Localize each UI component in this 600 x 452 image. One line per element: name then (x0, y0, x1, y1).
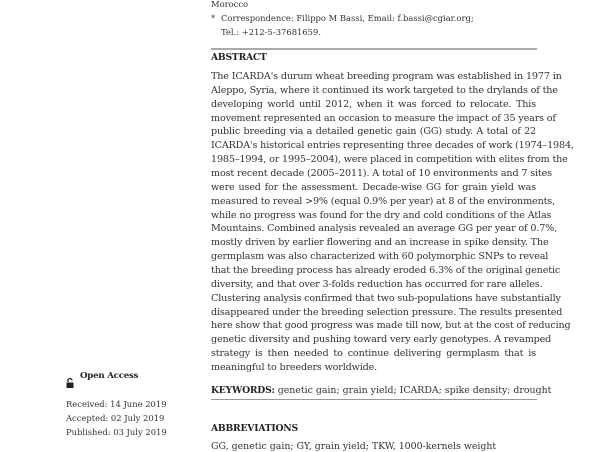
abstract-line: measured to reveal >9% (equal 0.9% per year) at 8 of the environments, (211, 195, 555, 207)
abstract-line: germplasm was also characterized with 60 polymorphic SNPs to reveal (211, 251, 549, 263)
open-access-label: Open Access (80, 371, 139, 381)
abstract-line: meaningful to breeders worldwide. (211, 362, 378, 374)
divider (211, 48, 537, 50)
correspondence-tel: Tel.: +212-5-37681659. (221, 27, 321, 37)
abstract-line: Clustering analysis confirmed that two sub-populations have substantially (211, 292, 561, 304)
abstract-line: that the breeding process has already eroded 6.3% of the original genetic (211, 265, 561, 277)
abstract-line: Mountains. Combined analysis revealed an average GG per year of 0.7%, (211, 223, 558, 235)
abstract-line: strategy is then needed to continue delivering germplasm that is (211, 348, 536, 360)
open-lock-icon (66, 373, 74, 383)
abstract-line: while no progress was found for the dry and cold conditions of the Atlas (211, 209, 552, 221)
abstract-line: ICARDA's historical entries representing three decades of work (1974–1984, (211, 140, 574, 152)
abstract-line: diversity, and that over 3-folds reduction has occurred for rare alleles. (211, 278, 543, 290)
abstract-line: most recent decade (2005–2011). A total of 10 environments and 7 sites (211, 168, 552, 180)
abstract-line: public breeding via a detailed genetic gain (GG) study. A total of 22 (211, 126, 536, 138)
abstract-line: developing world until 2012, when it was forced to relocate. This (211, 98, 536, 110)
abbreviations-text: GG, genetic gain; GY, grain yield; TKW, 1000-kernels weight (211, 441, 497, 452)
abstract-line: movement represented an occasion to measure the impact of 35 years of (211, 112, 556, 124)
abstract-line: The ICARDA's durum wheat breeding program was established in 1977 in (211, 71, 562, 82)
affiliation-tail: Morocco (211, 0, 249, 9)
keywords-label: KEYWORDS: (211, 385, 275, 396)
published-date: Published: 03 July 2019 (66, 427, 167, 437)
correspondence-text: Correspondence: Filippo M Bassi, Email: f.bassi@cgiar.org; (221, 13, 474, 23)
keywords-text: genetic gain; grain yield; ICARDA; spike density; drought (277, 385, 552, 396)
abstract-line: here show that good progress was made till now, but at the cost of reducing (211, 320, 571, 332)
abstract-line: 1985–1994, or 1995–2004), were placed in competition with elites from the (211, 154, 568, 166)
abbreviations-heading: ABBREVIATIONS (211, 423, 298, 434)
received-date: Received: 14 June 2019 (66, 399, 167, 409)
keywords-underline (211, 399, 537, 400)
abstract-heading: ABSTRACT (211, 52, 267, 63)
abstract-line: genetic diversity and pushing toward very early genotypes. A revamped (211, 334, 552, 346)
keywords (211, 385, 552, 396)
accepted-date: Accepted: 02 July 2019 (66, 413, 165, 423)
abstract-body (211, 70, 574, 375)
abstract-line: were used for the assessment. Decade-wise GG for grain yield was (211, 181, 536, 193)
abstract-line: Aleppo, Syria, where it continued its work targeted to the drylands of the (211, 84, 558, 96)
abstract-line: mostly driven by earlier flowering and an increase in spike density. The (211, 237, 549, 249)
abstract-line: disappeared under the breeding selection pressure. The results presented (211, 306, 563, 318)
correspondence-marker: * (211, 13, 216, 23)
